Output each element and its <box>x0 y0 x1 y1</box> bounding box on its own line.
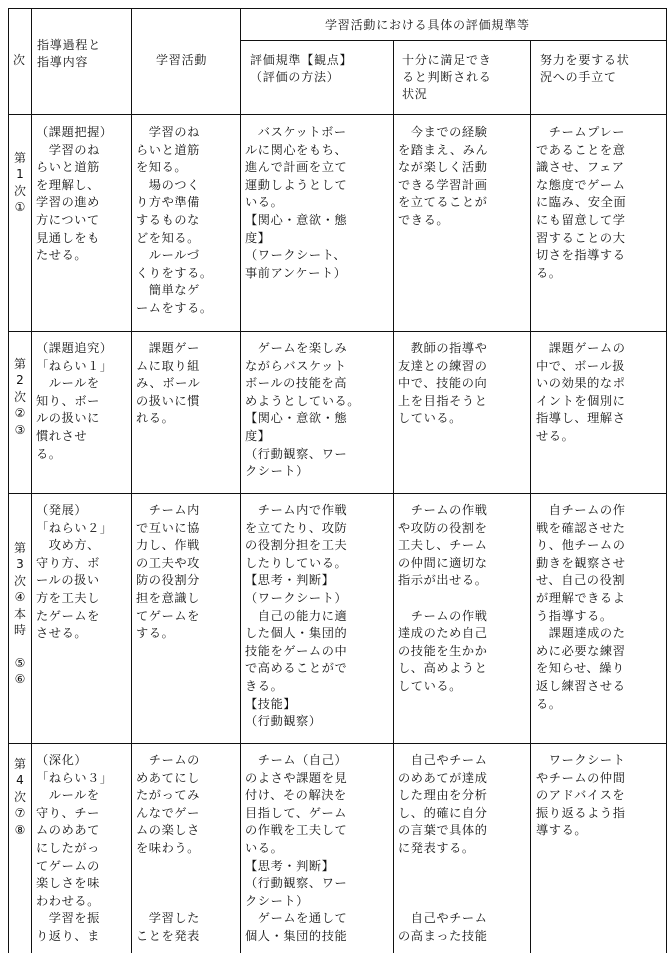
criteria-cell: ゲームを楽しみ ながらバスケット ボールの技能を高 めようとしている。 【関心・意欲・態 度】 （行動観察、ワー クシート） <box>245 341 361 479</box>
table-border-left <box>8 8 9 953</box>
header-criteria: 評価規準【観点】 （評価の方法） <box>250 53 353 84</box>
satisfied-cell: 今までの経験 を踏まえ、みん なが楽しく活動 できる学習計画 を立てることが できる。 <box>398 125 489 227</box>
activity-cell: チーム内 で互いに協 力し、作戦 の工夫や攻 防の役割分 担を意識し てゲームを する。 <box>136 503 200 641</box>
satisfied-cell: チームの作戦 や攻防の役割を 工夫し、チーム の仲間に適切な 指示が出せる。 チームの作戦 達成のため自己 の技能を生かか し、高めようと している。 <box>398 503 488 693</box>
header-support: 努力を要する状 況への手立て <box>540 53 630 84</box>
support-cell: 課題ゲームの 中で、ボール扱 いの効果的なポ イントを個別に 指導し、理解さ せる。 <box>536 341 626 443</box>
stage-label: 第 4 次 ⑦ ⑧ <box>13 757 26 837</box>
column-divider <box>240 8 241 953</box>
process-cell: （発展） 「ねらい２」 攻め方、 守り方、ボ ールの扱い 方を工夫し たゲームを させる。 <box>36 503 113 641</box>
column-divider <box>31 8 32 953</box>
support-cell: ワークシート やチームの仲間 のアドバイスを 振り返るよう指 導する。 <box>536 753 626 838</box>
process-cell: （課題把握） 学習のね らいと道筋 を理解し、 学習の進め 方について 見通しをも たせる。 <box>36 125 113 263</box>
criteria-cell: チーム（自己） のよさや課題を見 付け、その解決を 目指して、ゲーム の作戦を工夫して いる。 【思考・判断】 （行動観察、ワー クシート） ゲームを通して 個人・集団的技能 <box>245 753 348 943</box>
support-cell: チームプレー であることを意 識させ、フェア な態度でゲーム に臨み、安全面 にも留意して学 習することの大 切さを指導する る。 <box>536 125 627 280</box>
row-divider <box>8 493 667 494</box>
criteria-cell: チーム内で作戦 を立てたり、攻防 の役割分担を工夫 したりしている。 【思考・判断】 （ワークシート） 自己の能力に適 した個人・集団的 技能をゲームの中 で高めることがで きる。 【技能】 （行動観察） <box>245 503 348 729</box>
column-divider <box>530 40 531 953</box>
header-ji: 次 <box>13 53 26 67</box>
table-border-right <box>666 8 667 953</box>
criteria-cell: バスケットボー ルに関心をもち、 進んで計画を立て 運動しようとして いる。 【関心・意欲・態 度】 （ワークシート、 事前アンケート） <box>245 125 348 280</box>
row-divider <box>8 114 667 115</box>
row-divider <box>8 331 667 332</box>
column-divider <box>131 8 132 953</box>
activity-cell: 学習のね らいと道筋 を知る。 場のつく り方や準備 するものな どを知る。 ルールづ くりをする。 簡単なゲ ームをする。 <box>136 125 213 315</box>
table-border-top <box>8 8 667 9</box>
header-group-divider <box>240 40 667 41</box>
process-cell: （深化） 「ねらい３」 ルールを 守り、チー ムのめあて にしたがっ てゲームの 楽しさを味 わわせる。 学習を振 り返り、ま <box>36 753 113 943</box>
stage-label: 第 2 次 ② ③ <box>13 357 26 437</box>
stage-label: 第 1 次 ① <box>13 151 26 215</box>
support-cell: 自チームの作 戦を確認させた り、他チームの 動きを観察させ せ、自己の役割 が理解できるよ う指導する。 課題達成のた めに必要な練習 を知らせ、繰り 返し練習させる る。 <box>536 503 626 711</box>
header-activity: 学習活動 <box>156 53 208 67</box>
header-evaluation-group: 学習活動における具体の評価規準等 <box>325 18 530 32</box>
satisfied-cell: 教師の指導や 友達との練習の 中で、技能の向 上を目指そうと している。 <box>398 341 488 426</box>
stage-label: 第 3 次 ④ 本 時 ⑤ ⑥ <box>13 541 26 687</box>
header-process: 指導過程と 指導内容 <box>37 38 102 69</box>
activity-cell: 課題ゲー ムに取り組 み、ボール の扱いに慣 れる。 <box>136 341 201 426</box>
column-divider <box>393 40 394 953</box>
activity-cell: チームの めあてにし たがってみ んなでゲー ムの楽しさ を味わう。 学習した ことを発表 <box>136 753 200 943</box>
row-divider <box>8 743 667 744</box>
header-satisfied: 十分に満足でき ると判断される 状況 <box>402 53 492 101</box>
process-cell: （課題追究） 「ねらい１」 ルールを 知り、ボー ルの扱いに 慣れさせ る。 <box>36 341 113 461</box>
satisfied-cell: 自己やチーム のめあてが達成 した理由を分析 し、的確に自分 の言葉で具体的 に発表する。 自己やチーム の高まった技能 <box>398 753 488 943</box>
